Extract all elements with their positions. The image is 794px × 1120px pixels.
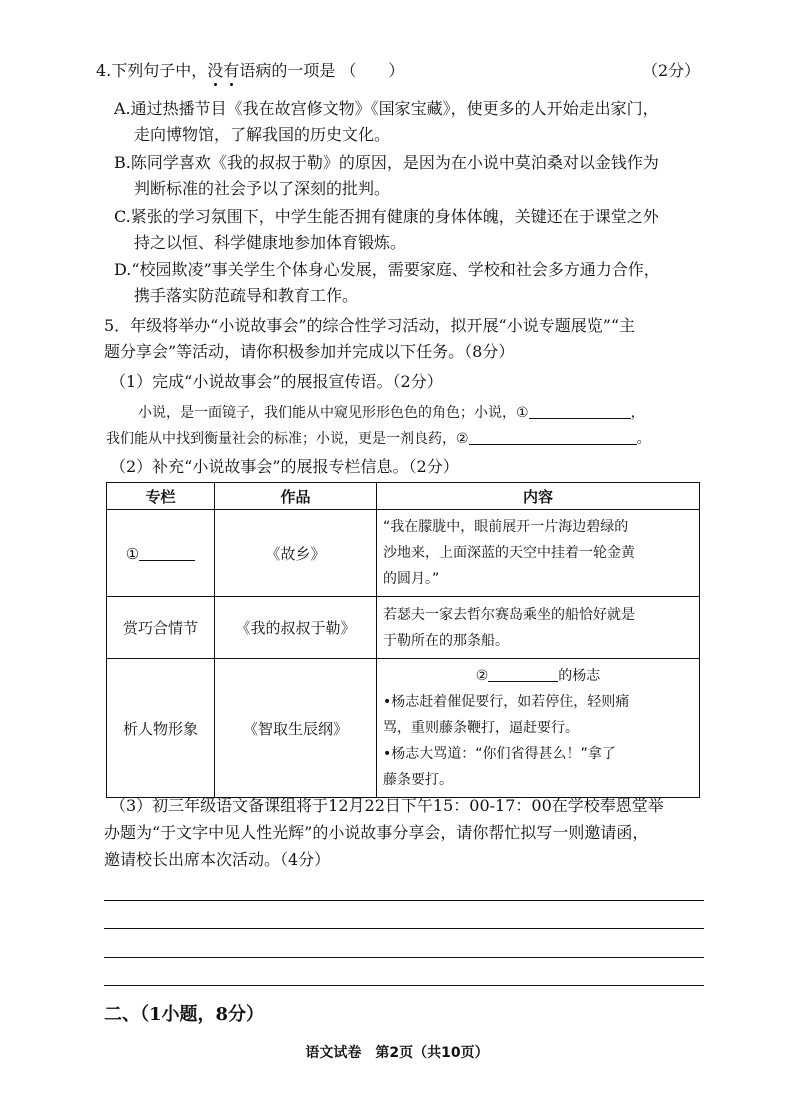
- table-cell-work: 《智取生辰纲》: [215, 659, 377, 798]
- content-line: 骂，重则藤条鞭打，逼赶要行。: [383, 720, 579, 736]
- table-row: [107, 597, 700, 659]
- q5-sub1-line1-end: ，: [630, 405, 645, 421]
- q5-sub1-title: （1）完成“小说故事会”的展报宣传语。（2分）: [110, 372, 443, 391]
- answer-blank-1[interactable]: [529, 402, 631, 419]
- content-line: 藤条要打。: [383, 772, 453, 788]
- table-cell-work: 《我的叔叔于勒》: [215, 597, 377, 659]
- q5-sub1-line2: [106, 428, 651, 448]
- q4-stem-pre: 4.下列句子中，: [96, 61, 208, 80]
- q5-stem-line1: 5．年级将举办“小说故事会”的综合性学习活动，拟开展“小说专题展览”“主: [104, 316, 636, 335]
- q4-stem-post: 语病的一项是 （ ）: [239, 61, 405, 80]
- q4-option-b-line1: B.陈同学喜欢《我的叔叔于勒》的原因，是因为在小说中莫泊桑对以金钱作为: [114, 153, 659, 172]
- header-work: 作品: [215, 483, 377, 510]
- header-content: 内容: [377, 483, 700, 510]
- content-line: •杨志赶着催促要行，如若停住，轻则痛: [383, 694, 630, 710]
- content-line: 于勒所在的那条船。: [383, 632, 509, 649]
- blank-number: ①: [125, 544, 140, 563]
- q4-option-a-line1: A.通过热播节目《我在故宫修文物》《国家宝藏》，使更多的人开始走出家门，: [114, 99, 659, 118]
- table-cell-column: 析人物形象: [107, 659, 215, 798]
- q4-option-c-line2: 持之以恒、科学健康地参加体育锻炼。: [134, 233, 407, 252]
- content-head: [383, 663, 693, 689]
- q5-sub2-title: （2）补充“小说故事会”的展报专栏信息。（2分）: [110, 457, 459, 476]
- table-row: [107, 510, 700, 597]
- q5-sub1-line2-text: 我们能从中找到衡量社会的标准；小说，更是一剂良药，②: [106, 431, 469, 447]
- content-line: 若瑟夫一家去哲尔赛岛乘坐的船恰好就是: [383, 606, 635, 623]
- q5-sub3-line3: 邀请校长出席本次活动。（4分）: [104, 850, 331, 869]
- page-footer: 语文试卷 第2页（共10页）: [305, 1045, 489, 1061]
- answer-line[interactable]: [104, 928, 704, 929]
- content-head-tail: 的杨志: [558, 668, 601, 684]
- q4-option-d-line1: D.“校园欺凌”事关学生个体身心发展，需要家庭、学校和社会多方通力合作，: [114, 260, 660, 279]
- q4-option-b-line2: 判断标准的社会予以了深刻的批判。: [134, 179, 391, 198]
- answer-blank-2[interactable]: [469, 428, 637, 445]
- q5-sub1-line1: [138, 402, 645, 422]
- q4-option-c-line1: C.紧张的学习氛围下，中学生能否拥有健康的身体体魄，关键还在于课堂之外: [114, 207, 659, 226]
- answer-blank-table-1[interactable]: [139, 544, 195, 561]
- table-cell-content: [377, 597, 700, 659]
- q4-option-a-line2: 走向博物馆，了解我国的历史文化。: [134, 125, 391, 144]
- table-cell-column: [107, 510, 215, 597]
- blank-number: ②: [475, 668, 489, 684]
- q5-sub1-line1-text: 小说，是一面镜子，我们能从中窥见形形色色的角色；小说，①: [138, 405, 529, 421]
- q4-dotted-char-2: 有: [223, 61, 240, 80]
- q4-stem: [96, 60, 404, 82]
- table-cell-column: 赏巧合情节: [107, 597, 215, 659]
- answer-line[interactable]: [104, 985, 704, 986]
- content-line: 的圆月。”: [383, 571, 440, 587]
- q5-stem-line2: 题分享会”等活动，请你积极参加并完成以下任务。（8分）: [104, 342, 515, 361]
- answer-blank-table-2[interactable]: [488, 665, 558, 682]
- header-column: 专栏: [107, 483, 215, 510]
- q5-sub3-line1: （3）初三年级语文备课组将于12月22日下午15：00-17：00在学校奉恩堂举: [110, 796, 664, 815]
- q4-score: （2分）: [642, 61, 701, 80]
- q5-sub1-line2-end: 。: [636, 431, 651, 447]
- table-cell-work: 《故乡》: [215, 510, 377, 597]
- table-cell-content: [377, 659, 700, 798]
- content-line: “我在朦胧中，眼前展开一片海边碧绿的: [383, 519, 629, 535]
- q4-dotted-char-1: 没: [207, 61, 224, 80]
- table-header-row: [107, 483, 700, 510]
- exhibit-table: [106, 482, 700, 798]
- q4-option-d-line2: 携手落实防范疏导和教育工作。: [134, 286, 359, 305]
- answer-line[interactable]: [104, 900, 704, 901]
- content-line: 沙地来，上面深蓝的天空中挂着一轮金黄: [383, 545, 635, 561]
- q5-sub3-line2: 办题为“于文字中见人性光辉”的小说故事分享会，请你帮忙拟写一则邀请函，: [104, 823, 649, 842]
- table-row: [107, 659, 700, 798]
- table-cell-content: [377, 510, 700, 597]
- content-line: •杨志大骂道：“你们省得甚么！”拿了: [383, 746, 616, 762]
- answer-line[interactable]: [104, 957, 704, 958]
- section-two-heading: 二、（1小题，8分）: [104, 1004, 265, 1025]
